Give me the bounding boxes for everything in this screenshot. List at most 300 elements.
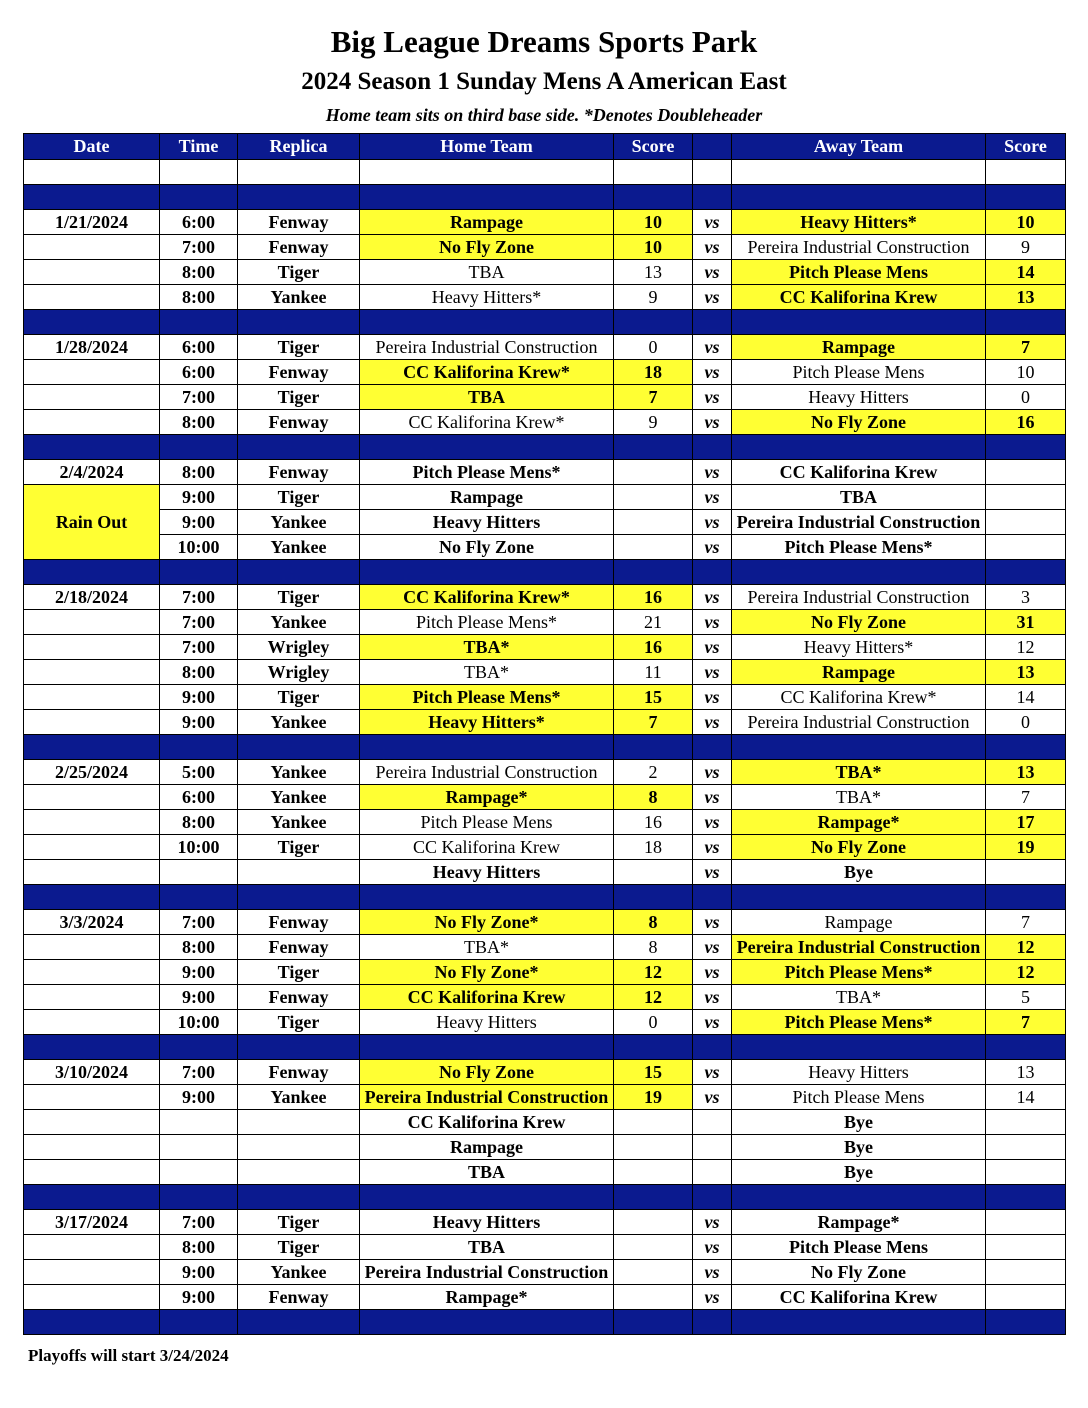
home-score-cell: 0: [614, 335, 693, 360]
replica-cell: Tiger: [238, 585, 360, 610]
away-score-cell: [986, 485, 1066, 510]
home-score-cell: 19: [614, 1085, 693, 1110]
replica-cell: Tiger: [238, 485, 360, 510]
time-cell: 9:00: [160, 710, 238, 735]
game-row: [24, 385, 1066, 410]
home-score-cell: [614, 485, 693, 510]
away-score-cell: 13: [986, 760, 1066, 785]
home-team-cell: No Fly Zone: [360, 235, 614, 260]
time-cell: 9:00: [160, 485, 238, 510]
footer-note: Playoffs will start 3/24/2024: [28, 1346, 229, 1365]
vs-cell: vs: [693, 410, 732, 435]
home-team-cell: Pitch Please Mens*: [360, 685, 614, 710]
date-cell: 3/3/2024: [24, 910, 160, 935]
home-team-cell: CC Kaliforina Krew*: [360, 410, 614, 435]
vs-cell: vs: [693, 910, 732, 935]
game-row: [24, 860, 1066, 885]
col-home-score: Score: [614, 134, 693, 160]
date-cell: 2/4/2024: [24, 460, 160, 485]
game-row: [24, 935, 1066, 960]
time-cell: [160, 1110, 238, 1135]
away-score-cell: 13: [986, 1060, 1066, 1085]
vs-cell: vs: [693, 760, 732, 785]
header-row: [24, 134, 1066, 160]
date-cell: [24, 1110, 160, 1135]
divider-cell: [614, 310, 693, 335]
replica-cell: [238, 860, 360, 885]
game-row: [24, 1285, 1066, 1310]
schedule-body: [24, 160, 1066, 1335]
time-cell: 10:00: [160, 835, 238, 860]
game-row: [24, 1160, 1066, 1185]
date-cell: [24, 935, 160, 960]
divider-cell: [238, 1310, 360, 1335]
divider-cell: [693, 1185, 732, 1210]
away-team-cell: Pereira Industrial Construction: [732, 935, 986, 960]
time-cell: 9:00: [160, 685, 238, 710]
away-team-cell: CC Kaliforina Krew*: [732, 685, 986, 710]
week-divider: [24, 185, 1066, 210]
home-score-cell: [614, 1135, 693, 1160]
home-score-cell: 15: [614, 1060, 693, 1085]
divider-cell: [160, 735, 238, 760]
date-cell: [24, 1260, 160, 1285]
vs-cell: vs: [693, 1085, 732, 1110]
replica-cell: Yankee: [238, 1260, 360, 1285]
game-row: [24, 1010, 1066, 1035]
time-cell: 9:00: [160, 960, 238, 985]
time-cell: 9:00: [160, 1085, 238, 1110]
divider-cell: [732, 310, 986, 335]
away-score-cell: 9: [986, 235, 1066, 260]
away-team-cell: TBA*: [732, 985, 986, 1010]
blank-cell: [732, 160, 986, 185]
vs-cell: vs: [693, 585, 732, 610]
home-team-cell: Pereira Industrial Construction: [360, 1260, 614, 1285]
vs-cell: vs: [693, 360, 732, 385]
divider-cell: [693, 1310, 732, 1335]
away-team-cell: No Fly Zone: [732, 410, 986, 435]
away-score-cell: 7: [986, 1010, 1066, 1035]
away-score-cell: 0: [986, 385, 1066, 410]
date-cell: [24, 635, 160, 660]
replica-cell: Tiger: [238, 1010, 360, 1035]
divider-cell: [986, 435, 1066, 460]
divider-cell: [360, 735, 614, 760]
rain-out-cell: Rain Out: [24, 485, 160, 560]
home-score-cell: [614, 1160, 693, 1185]
home-score-cell: 9: [614, 285, 693, 310]
game-row: [24, 360, 1066, 385]
home-team-cell: Pitch Please Mens: [360, 810, 614, 835]
time-cell: 7:00: [160, 235, 238, 260]
vs-cell: vs: [693, 835, 732, 860]
home-team-cell: CC Kaliforina Krew: [360, 1110, 614, 1135]
replica-cell: [238, 1160, 360, 1185]
divider-cell: [238, 735, 360, 760]
home-score-cell: 16: [614, 810, 693, 835]
away-team-cell: Heavy Hitters*: [732, 635, 986, 660]
away-score-cell: [986, 460, 1066, 485]
divider-cell: [614, 1185, 693, 1210]
date-cell: [24, 785, 160, 810]
vs-cell: vs: [693, 210, 732, 235]
divider-cell: [693, 560, 732, 585]
vs-cell: vs: [693, 1210, 732, 1235]
time-cell: 8:00: [160, 260, 238, 285]
time-cell: 5:00: [160, 760, 238, 785]
time-cell: 7:00: [160, 1060, 238, 1085]
vs-cell: vs: [693, 1010, 732, 1035]
game-row: [24, 260, 1066, 285]
away-team-cell: Rampage: [732, 660, 986, 685]
replica-cell: Tiger: [238, 335, 360, 360]
game-row: [24, 1210, 1066, 1235]
home-team-cell: TBA*: [360, 660, 614, 685]
away-score-cell: [986, 1260, 1066, 1285]
away-score-cell: [986, 1210, 1066, 1235]
date-cell: [24, 835, 160, 860]
away-team-cell: CC Kaliforina Krew: [732, 285, 986, 310]
divider-cell: [160, 1035, 238, 1060]
replica-cell: Yankee: [238, 760, 360, 785]
home-score-cell: 10: [614, 210, 693, 235]
vs-cell: vs: [693, 235, 732, 260]
replica-cell: Fenway: [238, 935, 360, 960]
time-cell: 9:00: [160, 1285, 238, 1310]
divider-cell: [24, 435, 160, 460]
divider-cell: [160, 1185, 238, 1210]
divider-cell: [732, 1035, 986, 1060]
game-row: [24, 685, 1066, 710]
divider-cell: [238, 560, 360, 585]
home-score-cell: 15: [614, 685, 693, 710]
week-divider: [24, 1310, 1066, 1335]
away-score-cell: [986, 1110, 1066, 1135]
game-row: [24, 410, 1066, 435]
date-cell: [24, 1160, 160, 1185]
divider-cell: [986, 1185, 1066, 1210]
page-title: Big League Dreams Sports Park: [330, 24, 758, 59]
away-score-cell: [986, 535, 1066, 560]
time-cell: 9:00: [160, 1260, 238, 1285]
home-team-cell: Pitch Please Mens*: [360, 610, 614, 635]
away-score-cell: 14: [986, 1085, 1066, 1110]
col-vs: [693, 134, 732, 160]
replica-cell: Tiger: [238, 835, 360, 860]
away-score-cell: 7: [986, 785, 1066, 810]
divider-cell: [732, 885, 986, 910]
time-cell: 7:00: [160, 635, 238, 660]
game-row: [24, 985, 1066, 1010]
replica-cell: [238, 1135, 360, 1160]
vs-cell: vs: [693, 685, 732, 710]
divider-cell: [693, 735, 732, 760]
away-team-cell: No Fly Zone: [732, 835, 986, 860]
week-divider: [24, 560, 1066, 585]
away-score-cell: 14: [986, 685, 1066, 710]
away-score-cell: 12: [986, 635, 1066, 660]
date-cell: 2/25/2024: [24, 760, 160, 785]
away-score-cell: 17: [986, 810, 1066, 835]
divider-cell: [238, 435, 360, 460]
divider-cell: [614, 1310, 693, 1335]
divider-cell: [24, 185, 160, 210]
home-score-cell: [614, 510, 693, 535]
time-cell: 7:00: [160, 585, 238, 610]
vs-cell: vs: [693, 285, 732, 310]
divider-cell: [986, 735, 1066, 760]
vs-cell: vs: [693, 810, 732, 835]
date-cell: [24, 960, 160, 985]
game-row: [24, 610, 1066, 635]
away-team-cell: Pitch Please Mens: [732, 1085, 986, 1110]
away-score-cell: [986, 510, 1066, 535]
date-cell: [24, 710, 160, 735]
away-score-cell: 10: [986, 210, 1066, 235]
game-row: [24, 960, 1066, 985]
away-score-cell: [986, 1235, 1066, 1260]
replica-cell: Fenway: [238, 910, 360, 935]
home-team-cell: TBA*: [360, 935, 614, 960]
divider-cell: [360, 310, 614, 335]
home-team-cell: No Fly Zone: [360, 1060, 614, 1085]
divider-cell: [160, 560, 238, 585]
replica-cell: Yankee: [238, 1085, 360, 1110]
replica-cell: Yankee: [238, 285, 360, 310]
game-row: [24, 760, 1066, 785]
game-row: [24, 810, 1066, 835]
away-team-cell: Pereira Industrial Construction: [732, 585, 986, 610]
date-cell: [24, 1085, 160, 1110]
home-team-cell: TBA: [360, 385, 614, 410]
home-team-cell: TBA: [360, 260, 614, 285]
away-team-cell: Pereira Industrial Construction: [732, 235, 986, 260]
home-score-cell: 16: [614, 635, 693, 660]
divider-cell: [160, 310, 238, 335]
game-row: [24, 1085, 1066, 1110]
home-score-cell: 10: [614, 235, 693, 260]
divider-cell: [360, 1035, 614, 1060]
home-team-cell: Heavy Hitters: [360, 1210, 614, 1235]
time-cell: 8:00: [160, 1235, 238, 1260]
away-team-cell: No Fly Zone: [732, 1260, 986, 1285]
date-cell: [24, 260, 160, 285]
week-divider: [24, 435, 1066, 460]
vs-cell: vs: [693, 785, 732, 810]
home-score-cell: [614, 460, 693, 485]
time-cell: 10:00: [160, 535, 238, 560]
date-cell: [24, 860, 160, 885]
date-cell: [24, 685, 160, 710]
replica-cell: Fenway: [238, 210, 360, 235]
home-score-cell: [614, 1260, 693, 1285]
date-cell: [24, 660, 160, 685]
vs-cell: vs: [693, 860, 732, 885]
time-cell: 7:00: [160, 385, 238, 410]
replica-cell: Wrigley: [238, 635, 360, 660]
divider-cell: [614, 885, 693, 910]
divider-cell: [614, 435, 693, 460]
divider-cell: [614, 185, 693, 210]
away-team-cell: CC Kaliforina Krew: [732, 460, 986, 485]
time-cell: 9:00: [160, 985, 238, 1010]
away-team-cell: Pitch Please Mens*: [732, 535, 986, 560]
vs-cell: vs: [693, 385, 732, 410]
date-cell: 2/18/2024: [24, 585, 160, 610]
home-score-cell: [614, 1210, 693, 1235]
vs-cell: [693, 1160, 732, 1185]
date-cell: [24, 1010, 160, 1035]
home-team-cell: No Fly Zone*: [360, 910, 614, 935]
date-cell: [24, 985, 160, 1010]
divider-cell: [986, 1310, 1066, 1335]
home-score-cell: 18: [614, 360, 693, 385]
replica-cell: Tiger: [238, 260, 360, 285]
replica-cell: Fenway: [238, 985, 360, 1010]
vs-cell: vs: [693, 660, 732, 685]
home-team-cell: TBA*: [360, 635, 614, 660]
col-time: Time: [160, 134, 238, 160]
divider-cell: [986, 1035, 1066, 1060]
home-team-cell: TBA: [360, 1160, 614, 1185]
home-team-cell: Heavy Hitters*: [360, 710, 614, 735]
away-score-cell: 0: [986, 710, 1066, 735]
replica-cell: Fenway: [238, 235, 360, 260]
away-team-cell: Heavy Hitters: [732, 385, 986, 410]
replica-cell: Fenway: [238, 460, 360, 485]
time-cell: 9:00: [160, 510, 238, 535]
game-row: [24, 835, 1066, 860]
divider-cell: [693, 435, 732, 460]
away-score-cell: 14: [986, 260, 1066, 285]
date-cell: [24, 1135, 160, 1160]
replica-cell: Yankee: [238, 710, 360, 735]
time-cell: 8:00: [160, 460, 238, 485]
col-replica: Replica: [238, 134, 360, 160]
divider-cell: [693, 885, 732, 910]
game-row: [24, 660, 1066, 685]
date-cell: [24, 235, 160, 260]
col-home-team: Home Team: [360, 134, 614, 160]
date-cell: 3/17/2024: [24, 1210, 160, 1235]
home-team-cell: CC Kaliforina Krew*: [360, 360, 614, 385]
date-cell: 3/10/2024: [24, 1060, 160, 1085]
page-subtitle: 2024 Season 1 Sunday Mens A American East: [301, 68, 787, 95]
time-cell: 6:00: [160, 210, 238, 235]
divider-cell: [986, 310, 1066, 335]
home-team-cell: Heavy Hitters: [360, 860, 614, 885]
home-score-cell: 11: [614, 660, 693, 685]
divider-cell: [732, 735, 986, 760]
divider-cell: [360, 185, 614, 210]
replica-cell: Yankee: [238, 810, 360, 835]
replica-cell: Wrigley: [238, 660, 360, 685]
time-cell: 7:00: [160, 910, 238, 935]
away-team-cell: Bye: [732, 1160, 986, 1185]
vs-cell: vs: [693, 610, 732, 635]
schedule-table: [23, 133, 1066, 1335]
time-cell: 6:00: [160, 785, 238, 810]
time-cell: 7:00: [160, 610, 238, 635]
divider-cell: [238, 185, 360, 210]
divider-cell: [360, 435, 614, 460]
home-team-cell: Pereira Industrial Construction: [360, 335, 614, 360]
vs-cell: vs: [693, 635, 732, 660]
divider-cell: [24, 1310, 160, 1335]
home-team-cell: Pitch Please Mens*: [360, 460, 614, 485]
home-score-cell: [614, 1110, 693, 1135]
home-score-cell: 8: [614, 935, 693, 960]
home-score-cell: 12: [614, 960, 693, 985]
vs-cell: vs: [693, 985, 732, 1010]
divider-cell: [732, 185, 986, 210]
home-score-cell: 16: [614, 585, 693, 610]
vs-cell: vs: [693, 710, 732, 735]
divider-cell: [238, 1185, 360, 1210]
divider-cell: [160, 1310, 238, 1335]
date-cell: [24, 610, 160, 635]
vs-cell: vs: [693, 935, 732, 960]
divider-cell: [24, 560, 160, 585]
replica-cell: Fenway: [238, 1060, 360, 1085]
away-score-cell: 16: [986, 410, 1066, 435]
away-team-cell: Rampage: [732, 910, 986, 935]
col-date: Date: [24, 134, 160, 160]
col-away-team: Away Team: [732, 134, 986, 160]
date-cell: 1/21/2024: [24, 210, 160, 235]
home-team-cell: CC Kaliforina Krew: [360, 985, 614, 1010]
away-score-cell: 19: [986, 835, 1066, 860]
home-score-cell: 18: [614, 835, 693, 860]
divider-cell: [986, 185, 1066, 210]
week-divider: [24, 310, 1066, 335]
replica-cell: Yankee: [238, 610, 360, 635]
blank-cell: [986, 160, 1066, 185]
away-score-cell: 12: [986, 935, 1066, 960]
home-team-cell: Heavy Hitters: [360, 1010, 614, 1035]
home-score-cell: 12: [614, 985, 693, 1010]
vs-cell: vs: [693, 535, 732, 560]
replica-cell: Fenway: [238, 360, 360, 385]
date-cell: [24, 1285, 160, 1310]
week-divider: [24, 1185, 1066, 1210]
away-team-cell: TBA: [732, 485, 986, 510]
game-row: [24, 485, 1066, 510]
date-cell: [24, 410, 160, 435]
home-team-cell: Heavy Hitters*: [360, 285, 614, 310]
replica-cell: Yankee: [238, 535, 360, 560]
divider-cell: [732, 1185, 986, 1210]
home-score-cell: [614, 1235, 693, 1260]
divider-cell: [614, 1035, 693, 1060]
divider-cell: [24, 735, 160, 760]
away-team-cell: Bye: [732, 1135, 986, 1160]
time-cell: 7:00: [160, 1210, 238, 1235]
game-row: [24, 285, 1066, 310]
game-row: [24, 210, 1066, 235]
replica-cell: Tiger: [238, 685, 360, 710]
replica-cell: Yankee: [238, 785, 360, 810]
date-cell: 1/28/2024: [24, 335, 160, 360]
game-row: [24, 335, 1066, 360]
away-team-cell: Pitch Please Mens: [732, 260, 986, 285]
home-score-cell: 21: [614, 610, 693, 635]
date-cell: [24, 360, 160, 385]
time-cell: 8:00: [160, 935, 238, 960]
replica-cell: Fenway: [238, 410, 360, 435]
divider-cell: [160, 885, 238, 910]
